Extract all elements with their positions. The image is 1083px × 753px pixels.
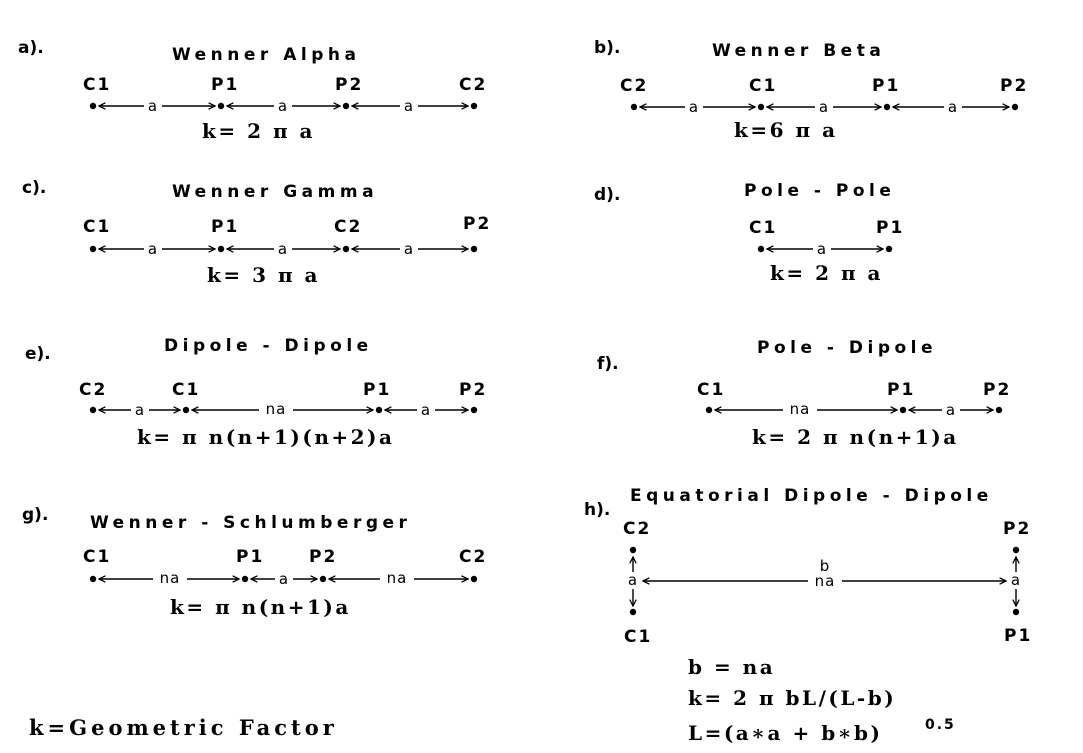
- electrode-dot: [343, 246, 349, 252]
- panel-b: [594, 38, 1028, 142]
- panel-f: [597, 338, 1011, 449]
- electrode-dot: [90, 576, 96, 582]
- electrode-label-p1: P1: [872, 76, 901, 96]
- electrode-dot: [343, 103, 349, 109]
- spacing-label-na: na: [814, 572, 836, 590]
- electrode-dot: [320, 576, 326, 582]
- electrode-dot: [90, 103, 96, 109]
- spacing-label: a: [947, 98, 959, 116]
- formula-line: L=(a∗a + b∗b): [688, 721, 883, 745]
- electrode-dot: [758, 104, 764, 110]
- electrode-label-c1: C1: [749, 218, 778, 238]
- electrode-label-p2: P2: [335, 75, 364, 95]
- spacing-label: na: [159, 569, 181, 587]
- electrode-dot: [242, 576, 248, 582]
- panel-c: [22, 178, 491, 287]
- electrode-label-p2: P2: [459, 380, 488, 400]
- spacing-label: a: [627, 571, 639, 589]
- formula-exponent: 0.5: [925, 717, 956, 733]
- electrode-dot: [630, 609, 636, 615]
- panel-title: Wenner Gamma: [172, 182, 379, 202]
- panel-title: Pole - Pole: [744, 181, 896, 201]
- electrode-dot: [471, 246, 477, 252]
- electrode-label-c2: C2: [623, 519, 652, 539]
- panel-title: Pole - Dipole: [757, 338, 938, 358]
- geometric-factor-formula: k= 2 π n(n+1)a: [752, 425, 959, 449]
- panel-title: Wenner - Schlumberger: [90, 513, 412, 533]
- legend-geometric-factor: k=Geometric Factor: [29, 715, 338, 740]
- geometric-factor-formula: k=6 π a: [734, 118, 838, 142]
- spacing-label: a: [420, 401, 432, 419]
- spacing-label: a: [277, 240, 289, 258]
- panel-title: Wenner Alpha: [172, 45, 361, 65]
- electrode-label-p2: P2: [983, 380, 1012, 400]
- spacing-label: a: [134, 401, 146, 419]
- electrode-label-p1: P1: [211, 75, 240, 95]
- electrode-dot: [218, 246, 224, 252]
- spacing-label: a: [945, 401, 957, 419]
- formula-line: b = na: [688, 655, 776, 679]
- panel-label: c).: [22, 178, 47, 198]
- electrode-label-c1: C1: [172, 380, 201, 400]
- electrode-dot: [218, 103, 224, 109]
- panel-title: Equatorial Dipole - Dipole: [630, 486, 993, 506]
- panel-label: b).: [594, 38, 621, 58]
- panel-label: g).: [22, 505, 49, 525]
- electrode-dot: [900, 407, 906, 413]
- spacing-label: na: [789, 400, 811, 418]
- spacing-label: a: [688, 98, 700, 116]
- electrode-dot: [1012, 104, 1018, 110]
- electrode-label-p2: P2: [309, 547, 338, 567]
- formula-line: k= 2 π bL/(L-b): [688, 686, 897, 710]
- panel-h: [584, 486, 1032, 745]
- electrode-label-p2: P2: [1000, 76, 1029, 96]
- electrode-label-p2: P2: [463, 214, 492, 234]
- electrode-label-p1: P1: [1004, 626, 1033, 646]
- spacing-label: na: [265, 400, 287, 418]
- spacing-label: a: [147, 97, 159, 115]
- electrode-label-c1: C1: [624, 627, 653, 647]
- electrode-label-p1: P1: [211, 217, 240, 237]
- electrode-dot: [90, 407, 96, 413]
- electrode-label-c1: C1: [749, 76, 778, 96]
- electrode-dot: [90, 246, 96, 252]
- electrode-dot: [630, 547, 636, 553]
- spacing-label: a: [278, 570, 290, 588]
- panel-title: Wenner Beta: [712, 41, 886, 61]
- electrode-label-c2: C2: [459, 547, 488, 567]
- panel-g: [22, 505, 487, 619]
- electrode-dot: [1013, 547, 1019, 553]
- electrode-label-c1: C1: [83, 547, 112, 567]
- spacing-label: a: [147, 240, 159, 258]
- spacing-label: a: [1010, 571, 1022, 589]
- electrode-label-p1: P1: [236, 547, 265, 567]
- electrode-dot: [471, 103, 477, 109]
- electrode-dot: [706, 407, 712, 413]
- panel-label: a).: [18, 38, 44, 58]
- electrode-dot: [376, 407, 382, 413]
- electrode-dot: [758, 246, 764, 252]
- spacing-label: na: [386, 569, 408, 587]
- panel-a: [18, 38, 487, 143]
- electrode-label-c2: C2: [620, 76, 649, 96]
- panel-e: [25, 336, 487, 449]
- panel-label: f).: [597, 354, 619, 374]
- electrode-dot: [471, 407, 477, 413]
- electrode-dot: [1013, 609, 1019, 615]
- panel-title: Dipole - Dipole: [164, 336, 373, 356]
- panel-label: h).: [584, 500, 611, 520]
- electrode-dot: [996, 407, 1002, 413]
- geometric-factor-formula: k= 3 π a: [207, 263, 321, 287]
- panel-label: e).: [25, 344, 51, 364]
- spacing-label: a: [403, 97, 415, 115]
- electrode-label-c2: C2: [79, 380, 108, 400]
- spacing-label-b: b: [819, 557, 831, 575]
- electrode-dot: [471, 576, 477, 582]
- electrode-label-p2: P2: [1003, 519, 1032, 539]
- spacing-label: a: [277, 97, 289, 115]
- electrode-dot: [631, 104, 637, 110]
- electrode-label-c1: C1: [83, 217, 112, 237]
- electrode-label-c2: C2: [334, 217, 363, 237]
- geometric-factor-formula: k= π n(n+1)(n+2)a: [137, 425, 395, 449]
- electrode-label-p1: P1: [876, 218, 905, 238]
- electrode-dot: [183, 407, 189, 413]
- electrode-dot: [884, 104, 890, 110]
- electrode-dot: [886, 246, 892, 252]
- geometric-factor-formula: k= π n(n+1)a: [170, 595, 351, 619]
- geometric-factor-formula: k= 2 π a: [770, 261, 884, 285]
- panel-label: d).: [594, 185, 621, 205]
- electrode-label-c2: C2: [459, 75, 488, 95]
- spacing-label: a: [816, 240, 828, 258]
- electrode-label-c1: C1: [83, 75, 112, 95]
- panel-d: [594, 181, 904, 285]
- spacing-label: a: [818, 98, 830, 116]
- electrode-label-p1: P1: [887, 380, 916, 400]
- electrode-label-p1: P1: [363, 380, 392, 400]
- spacing-label: a: [403, 240, 415, 258]
- electrode-label-c1: C1: [697, 380, 726, 400]
- geometric-factor-formula: k= 2 π a: [202, 119, 316, 143]
